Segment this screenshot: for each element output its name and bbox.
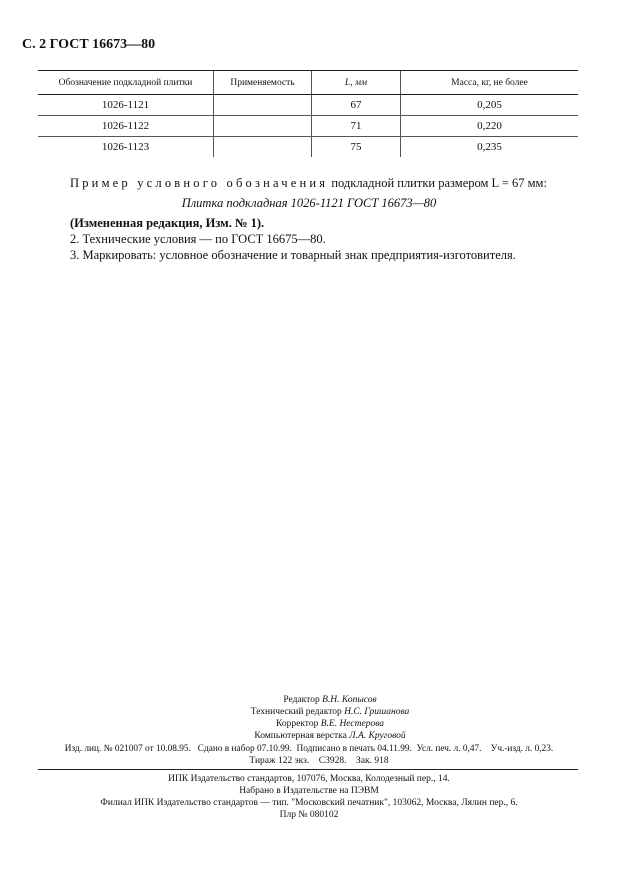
item-2: 2. Технические условия — по ГОСТ 16675—80.: [70, 232, 326, 246]
cell: [214, 116, 312, 137]
example-text: подкладной плитки размером L = 67 мм:: [331, 176, 547, 190]
publisher-line: Плр № 080102: [279, 810, 339, 820]
table-row: [38, 116, 578, 137]
page-header: С. 2 ГОСТ 16673—80: [22, 37, 156, 52]
cell: 75: [312, 137, 401, 158]
table-row: [38, 137, 578, 158]
publisher-line: ИПК Издательство стандартов, 107076, Москва, Колодезный пер., 14.: [168, 774, 450, 784]
cell: 1026-1122: [38, 116, 214, 137]
example-line: [70, 176, 547, 191]
specs-table: [38, 70, 578, 157]
col-header: Масса, кг, не более: [401, 71, 579, 95]
item-3: 3. Маркировать: условное обозначение и товарный знак предприятия-изготовителя.: [70, 248, 516, 262]
cell: 1026-1123: [101, 141, 150, 153]
publisher-line: Филиал ИПК Издательство стандартов — тип. "Московский печатник", 103062, Москва, Лялин пер., 6.: [100, 798, 518, 808]
cell: [214, 137, 312, 158]
cell: [214, 95, 312, 116]
cell: 1026-1121: [38, 95, 214, 116]
imprint-line-1: Изд. лиц. № 021007 от 10.08.95. Сдано в набор 07.10.99. Подписано в печать 04.11.99. Усл. печ. л. 0,47. Уч.-изд. л. 0,23.: [64, 744, 554, 754]
credit-line: Корректор В.Е. Нестерова: [275, 719, 385, 729]
credits: [30, 694, 618, 742]
cell: 0,220: [401, 116, 579, 137]
credit-line: Технический редактор Н.С. Гришанова: [250, 707, 410, 717]
cell: 0,205: [401, 95, 579, 116]
cell: 71: [312, 116, 401, 137]
publisher-line: Набрано в Издательстве на ПЭВМ: [239, 786, 379, 796]
table-row: [38, 95, 578, 116]
col-header: Применяемость: [214, 71, 312, 95]
credit-line: Компьютерная верстка Л.А. Круговой: [254, 731, 406, 741]
col-header: Обозначение подкладной плитки: [38, 71, 214, 95]
divider: [38, 769, 578, 770]
example-label: Пример условного обозначения: [70, 176, 329, 190]
imprint-line-2: Тираж 122 экз. С3928. Зак. 918: [249, 756, 389, 766]
publisher-info: [0, 773, 618, 821]
col-header: L, мм: [312, 71, 401, 95]
example-designation: Плитка подкладная 1026-1121 ГОСТ 16673—80: [181, 196, 437, 210]
cell: 67: [312, 95, 401, 116]
cell: 0,235: [401, 137, 579, 158]
credit-line: Редактор В.Н. Копысов: [283, 695, 377, 705]
table-header-row: [38, 71, 578, 95]
revision-note: (Измененная редакция, Изм. № 1).: [70, 216, 265, 230]
